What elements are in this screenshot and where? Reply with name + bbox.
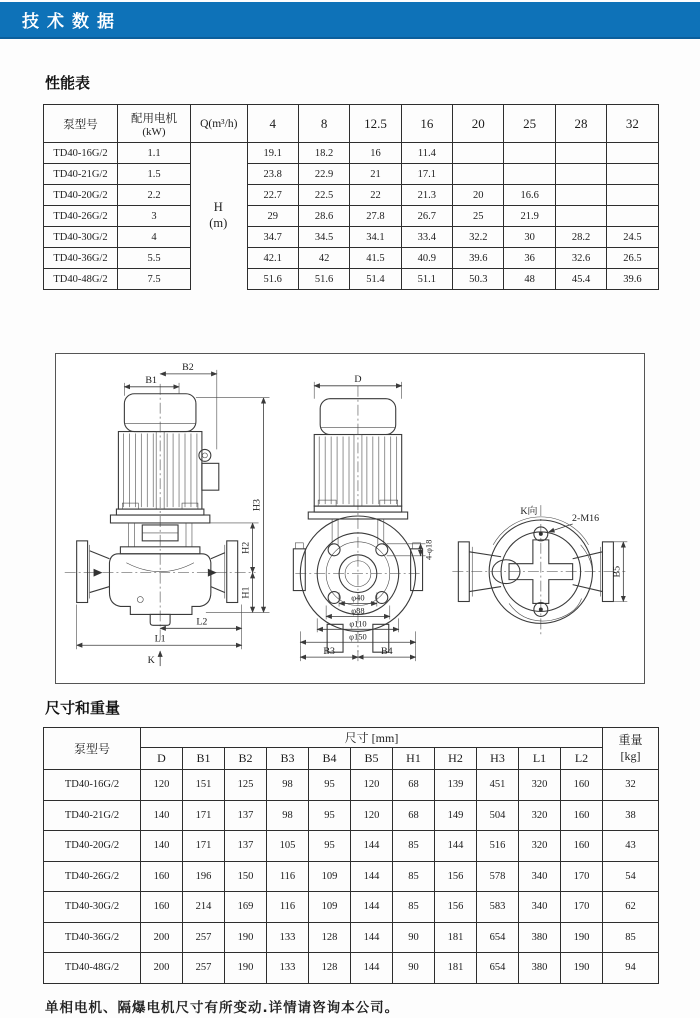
dim-value-cell: 149 [435, 800, 477, 831]
dim-value-cell: 144 [351, 922, 393, 953]
dimension-diagram [55, 353, 645, 684]
flow-col: 20 [453, 105, 504, 143]
dim-value-cell: 85 [393, 892, 435, 923]
motor-power-cell: 1.1 [118, 143, 191, 164]
head-value-cell: 17.1 [401, 164, 452, 185]
head-value-cell [555, 164, 606, 185]
dim-value-cell: 380 [519, 922, 561, 953]
motor-power-cell: 2.2 [118, 185, 191, 206]
dim-col: B2 [225, 748, 267, 770]
dim-value-cell: 160 [141, 892, 183, 923]
head-value-cell: 33.4 [401, 227, 452, 248]
dim-value-cell: 144 [351, 831, 393, 862]
dim-label-b3: B3 [323, 646, 335, 658]
head-value-cell [555, 185, 606, 206]
pump-model-cell: TD40-36G/2 [44, 248, 118, 269]
h-span-cell [191, 143, 248, 164]
head-value-cell: 11.4 [401, 143, 452, 164]
dim-label-b1: B1 [145, 374, 158, 386]
dim-value-cell: 95 [309, 800, 351, 831]
performance-heading: 性能表 [45, 74, 91, 92]
view-label-k: K向 [520, 506, 538, 518]
side-view [293, 374, 433, 661]
dim-label-h3: H3 [251, 499, 263, 512]
head-value-cell [607, 143, 658, 164]
dim-value-cell: 98 [267, 770, 309, 801]
pump-model-cell: TD40-30G/2 [44, 892, 141, 923]
dim-value-cell: 451 [477, 770, 519, 801]
front-view [65, 362, 270, 666]
dimensions-table [43, 727, 659, 984]
head-value-cell [453, 143, 504, 164]
dim-value-cell: 144 [351, 953, 393, 984]
dim-value-cell: 120 [351, 800, 393, 831]
motor-power-cell: 4 [118, 227, 191, 248]
page-banner [0, 2, 700, 39]
pump-model-cell: TD40-16G/2 [44, 770, 141, 801]
h-span-cell [191, 227, 248, 248]
dimensions-row [44, 831, 659, 862]
dim-value-cell: 257 [183, 922, 225, 953]
head-value-cell: 42 [298, 248, 349, 269]
col-header-model: 泵型号 [44, 728, 141, 770]
dim-value-cell: 654 [477, 953, 519, 984]
dim-value-cell: 144 [351, 892, 393, 923]
weight-cell: 32 [603, 770, 659, 801]
flow-col: 12.5 [350, 105, 401, 143]
dimensions-row [44, 922, 659, 953]
head-value-cell: 39.6 [453, 248, 504, 269]
head-value-cell [453, 164, 504, 185]
weight-cell: 94 [603, 953, 659, 984]
dim-value-cell: 139 [435, 770, 477, 801]
performance-row [44, 227, 659, 248]
dim-col: B4 [309, 748, 351, 770]
pump-model-cell: TD40-30G/2 [44, 227, 118, 248]
dim-value-cell: 190 [225, 922, 267, 953]
dim-col: B5 [351, 748, 393, 770]
dim-label-d88: φ88 [351, 605, 365, 616]
dim-value-cell: 160 [141, 861, 183, 892]
dimensions-row [44, 861, 659, 892]
dim-value-cell: 95 [309, 770, 351, 801]
head-value-cell: 42.1 [247, 248, 298, 269]
head-value-cell: 19.1 [247, 143, 298, 164]
performance-table-wrap [43, 104, 658, 290]
dim-value-cell: 340 [519, 861, 561, 892]
head-value-cell: 27.8 [350, 206, 401, 227]
head-value-cell: 34.1 [350, 227, 401, 248]
weight-cell: 43 [603, 831, 659, 862]
weight-cell: 38 [603, 800, 659, 831]
dim-label-d150: φ150 [349, 631, 367, 642]
head-value-cell: 28.2 [555, 227, 606, 248]
dim-value-cell: 190 [561, 922, 603, 953]
dim-value-cell: 150 [225, 861, 267, 892]
motor-power-cell: 3 [118, 206, 191, 227]
head-value-cell: 24.5 [607, 227, 658, 248]
pump-model-cell: TD40-16G/2 [44, 143, 118, 164]
dim-value-cell: 125 [225, 770, 267, 801]
dim-label-bolt-holes: 4-φ18 [423, 539, 434, 560]
dim-value-cell: 68 [393, 770, 435, 801]
dim-col: H2 [435, 748, 477, 770]
dim-label-b2: B2 [182, 361, 194, 373]
head-value-cell: 26.5 [607, 248, 658, 269]
weight-cell: 85 [603, 922, 659, 953]
head-value-cell: 51.6 [247, 269, 298, 290]
dim-value-cell: 90 [393, 922, 435, 953]
performance-row [44, 248, 659, 269]
dim-col: L1 [519, 748, 561, 770]
dim-value-cell: 144 [435, 831, 477, 862]
dim-value-cell: 156 [435, 892, 477, 923]
dim-value-cell: 170 [561, 892, 603, 923]
head-value-cell: 21 [350, 164, 401, 185]
head-value-cell: 34.5 [298, 227, 349, 248]
dim-value-cell: 257 [183, 953, 225, 984]
dim-value-cell: 516 [477, 831, 519, 862]
dim-value-cell: 190 [561, 953, 603, 984]
pump-model-cell: TD40-20G/2 [44, 831, 141, 862]
dimensions-row [44, 800, 659, 831]
dim-value-cell: 120 [141, 770, 183, 801]
head-value-cell: 22.7 [247, 185, 298, 206]
head-value-cell: 21.9 [504, 206, 555, 227]
dim-value-cell: 116 [267, 892, 309, 923]
head-value-cell: 32.2 [453, 227, 504, 248]
dim-value-cell: 196 [183, 861, 225, 892]
performance-row [44, 164, 659, 185]
dim-value-cell: 151 [183, 770, 225, 801]
dim-value-cell: 380 [519, 953, 561, 984]
dim-value-cell: 160 [561, 831, 603, 862]
dim-label-h2: H2 [240, 541, 252, 554]
head-value-cell: 28.6 [298, 206, 349, 227]
dim-value-cell: 214 [183, 892, 225, 923]
h-span-cell [191, 185, 248, 206]
col-header-size-group: 尺寸 [mm] [141, 728, 603, 748]
head-value-cell: 25 [453, 206, 504, 227]
head-value-cell: 16.6 [504, 185, 555, 206]
dimensions-table-wrap [43, 727, 658, 984]
dim-value-cell: 85 [393, 831, 435, 862]
head-value-cell: 20 [453, 185, 504, 206]
dim-value-cell: 578 [477, 861, 519, 892]
col-header-motor: 配用电机 (kW) [118, 105, 191, 143]
h-span-cell [191, 206, 248, 227]
dim-value-cell: 320 [519, 831, 561, 862]
dim-value-cell: 160 [561, 770, 603, 801]
dim-label-b5: B5 [611, 565, 623, 578]
dim-value-cell: 320 [519, 800, 561, 831]
pump-drawing [56, 354, 644, 683]
head-value-cell: 51.6 [298, 269, 349, 290]
dimensions-row [44, 770, 659, 801]
dim-value-cell: 109 [309, 892, 351, 923]
flow-col: 28 [555, 105, 606, 143]
dimensions-row [44, 892, 659, 923]
dim-col: B3 [267, 748, 309, 770]
weight-cell: 62 [603, 892, 659, 923]
banner-title: 技术数据 [22, 12, 122, 32]
flow-col: 16 [401, 105, 452, 143]
dim-col: H3 [477, 748, 519, 770]
flow-col: 25 [504, 105, 555, 143]
dim-label-l2: L2 [196, 616, 208, 628]
performance-row [44, 269, 659, 290]
head-value-cell [555, 143, 606, 164]
performance-row [44, 143, 659, 164]
head-value-cell: 26.7 [401, 206, 452, 227]
head-value-cell [504, 143, 555, 164]
dim-value-cell: 170 [561, 861, 603, 892]
dim-value-cell: 504 [477, 800, 519, 831]
head-value-cell: 41.5 [350, 248, 401, 269]
dim-label-d40: φ40 [351, 592, 365, 603]
head-value-cell [607, 206, 658, 227]
dim-label-d: D [354, 373, 362, 385]
dim-value-cell: 116 [267, 861, 309, 892]
dim-label-l1: L1 [154, 633, 166, 645]
dim-value-cell: 120 [351, 770, 393, 801]
head-value-cell: 51.1 [401, 269, 452, 290]
head-value-cell: 32.6 [555, 248, 606, 269]
dim-col: L2 [561, 748, 603, 770]
head-value-cell: 22 [350, 185, 401, 206]
h-span-cell [191, 164, 248, 185]
k-view [452, 504, 627, 636]
dim-value-cell: 320 [519, 770, 561, 801]
dim-value-cell: 137 [225, 800, 267, 831]
pump-model-cell: TD40-48G/2 [44, 953, 141, 984]
dim-label-b4: B4 [380, 646, 393, 658]
head-value-cell: 36 [504, 248, 555, 269]
dim-value-cell: 171 [183, 831, 225, 862]
dim-value-cell: 181 [435, 922, 477, 953]
head-value-cell: 23.8 [247, 164, 298, 185]
dim-value-cell: 156 [435, 861, 477, 892]
head-value-cell: 16 [350, 143, 401, 164]
head-value-cell: 51.4 [350, 269, 401, 290]
dim-value-cell: 171 [183, 800, 225, 831]
dim-value-cell: 90 [393, 953, 435, 984]
head-value-cell: 34.7 [247, 227, 298, 248]
dim-value-cell: 98 [267, 800, 309, 831]
h-span-cell [191, 248, 248, 269]
dim-value-cell: 140 [141, 831, 183, 862]
dim-value-cell: 128 [309, 953, 351, 984]
dim-value-cell: 160 [561, 800, 603, 831]
weight-cell: 54 [603, 861, 659, 892]
col-header-weight: 重量 [kg] [603, 728, 659, 770]
dim-value-cell: 340 [519, 892, 561, 923]
performance-row [44, 185, 659, 206]
col-header-flow: Q(m³/h) [191, 105, 248, 143]
dimensions-row [44, 953, 659, 984]
flow-col: 4 [247, 105, 298, 143]
dim-value-cell: 169 [225, 892, 267, 923]
dim-label-h1: H1 [240, 586, 252, 599]
performance-header-row [44, 105, 659, 143]
dim-col: H1 [393, 748, 435, 770]
head-value-cell [607, 185, 658, 206]
motor-power-cell: 7.5 [118, 269, 191, 290]
pump-model-cell: TD40-26G/2 [44, 861, 141, 892]
head-unit-label: H (m) [209, 199, 228, 230]
dim-col: B1 [183, 748, 225, 770]
dim-value-cell: 137 [225, 831, 267, 862]
head-value-cell: 40.9 [401, 248, 452, 269]
pump-model-cell: TD40-21G/2 [44, 164, 118, 185]
head-value-cell [504, 164, 555, 185]
flow-col: 8 [298, 105, 349, 143]
dim-value-cell: 128 [309, 922, 351, 953]
head-value-cell: 45.4 [555, 269, 606, 290]
dim-value-cell: 85 [393, 861, 435, 892]
head-value-cell: 22.9 [298, 164, 349, 185]
head-value-cell: 18.2 [298, 143, 349, 164]
head-value-cell: 29 [247, 206, 298, 227]
dim-value-cell: 200 [141, 953, 183, 984]
dim-value-cell: 95 [309, 831, 351, 862]
dim-label-m16: 2-M16 [572, 512, 600, 524]
pump-model-cell: TD40-48G/2 [44, 269, 118, 290]
head-value-cell: 50.3 [453, 269, 504, 290]
head-value-cell: 22.5 [298, 185, 349, 206]
dim-value-cell: 105 [267, 831, 309, 862]
dimensions-header-row1 [44, 728, 659, 748]
footer-note: 单相电机、隔爆电机尺寸有所变动.详情请咨询本公司。 [45, 999, 400, 1016]
dim-value-cell: 583 [477, 892, 519, 923]
dim-value-cell: 200 [141, 922, 183, 953]
head-value-cell [555, 206, 606, 227]
dim-value-cell: 133 [267, 953, 309, 984]
motor-power-cell: 5.5 [118, 248, 191, 269]
dim-col: D [141, 748, 183, 770]
dim-value-cell: 133 [267, 922, 309, 953]
head-value-cell: 48 [504, 269, 555, 290]
pump-model-cell: TD40-20G/2 [44, 185, 118, 206]
dim-value-cell: 181 [435, 953, 477, 984]
head-value-cell: 39.6 [607, 269, 658, 290]
dim-label-d110: φ110 [349, 618, 367, 629]
h-span-cell [191, 269, 248, 290]
dim-value-cell: 654 [477, 922, 519, 953]
head-value-cell [607, 164, 658, 185]
dimensions-heading: 尺寸和重量 [45, 699, 121, 717]
dim-value-cell: 68 [393, 800, 435, 831]
head-value-cell: 30 [504, 227, 555, 248]
dim-value-cell: 109 [309, 861, 351, 892]
performance-table [43, 104, 659, 290]
dim-value-cell: 190 [225, 953, 267, 984]
motor-power-cell: 1.5 [118, 164, 191, 185]
dim-value-cell: 140 [141, 800, 183, 831]
head-value-cell: 21.3 [401, 185, 452, 206]
pump-model-cell: TD40-36G/2 [44, 922, 141, 953]
pump-model-cell: TD40-21G/2 [44, 800, 141, 831]
performance-row [44, 206, 659, 227]
dim-label-k: K [147, 655, 155, 667]
col-header-model: 泵型号 [44, 105, 118, 143]
dim-value-cell: 144 [351, 861, 393, 892]
pump-model-cell: TD40-26G/2 [44, 206, 118, 227]
flow-col: 32 [607, 105, 658, 143]
